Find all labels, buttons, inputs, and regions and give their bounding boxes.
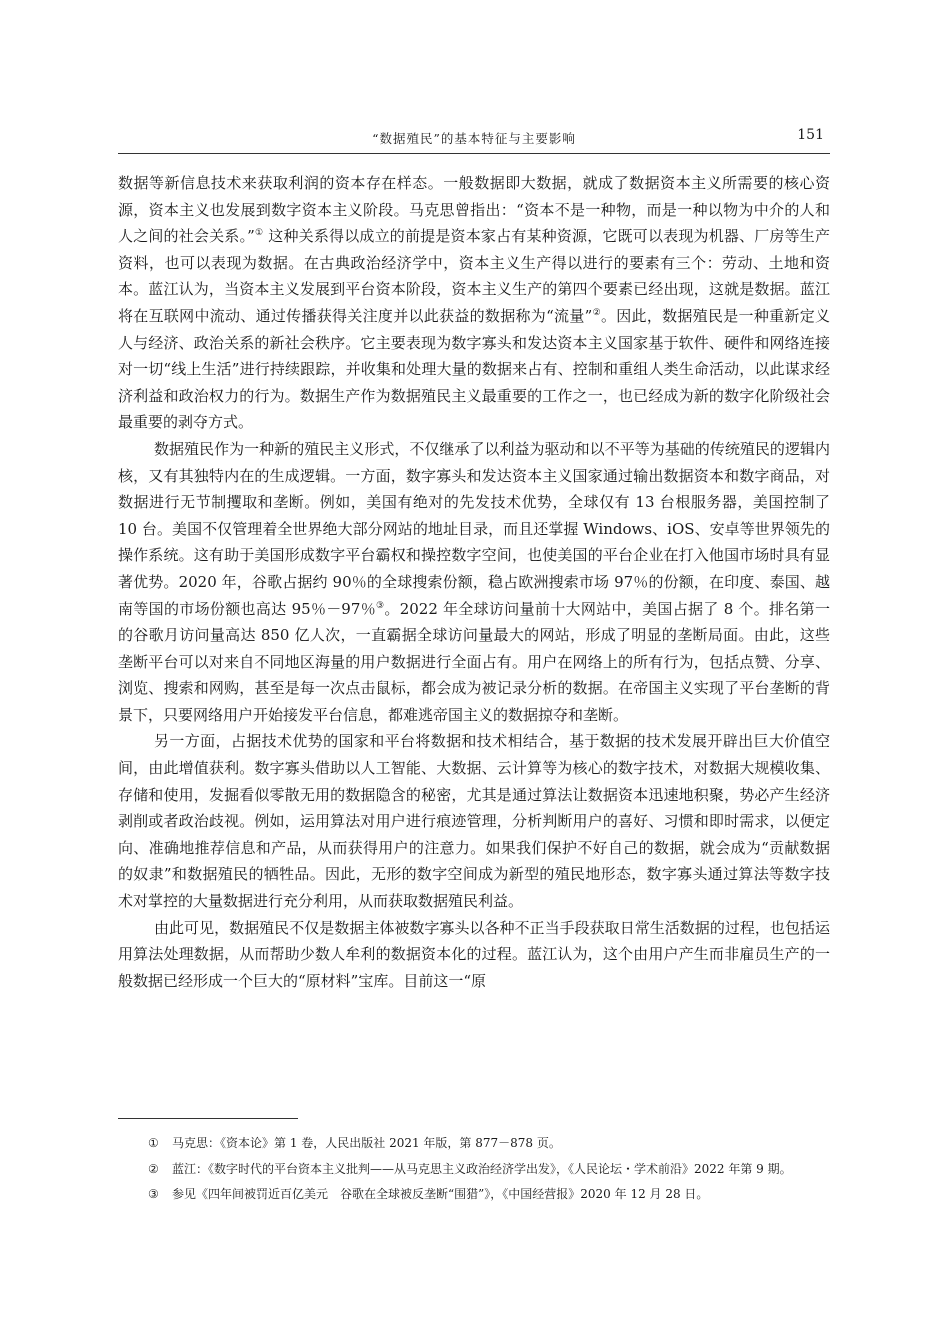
footnote-text: 参见《四年间被罚近百亿美元 谷歌在全球被反垄断“围猎”》，《中国经营报》2020 年 12 月 28 日。	[172, 1187, 709, 1201]
footnote-marker: ①	[148, 1136, 159, 1150]
paragraph-2-text-a: 数据殖民作为一种新的殖民主义形式，不仅继承了以利益为驱动和以不平等为基础的传统殖民的逻辑内核，又有其独特内在的生成逻辑。一方面，数字寡头和发达资本主义国家通过输出数据资本和数字商品，对数据进行无节制攫取和垄断。例如，美国有绝对的先发技术优势，全球仅有 13 台根服务器，美国控制了 10 台。美国不仅管理着全世界绝大部分网站的地址目录，而且还掌握 Windows、iOS、安卓等世界领先的操作系统。这有助于美国形成数字平台霸权和操控数字空间，也使美国的平台企业在打入他国市场时具有显著优势。2020 年，谷歌占据约 90％的全球搜索份额，稳占欧洲搜索市场 97％的份额，在印度、泰国、越南等国的市场份额也高达 95％－97％	[118, 439, 831, 618]
footnote-1	[118, 1133, 830, 1154]
header-divider	[118, 153, 830, 154]
footnote-marker: ③	[148, 1187, 159, 1201]
paragraph-1-text-a: 数据等新信息技术来获取利润的资本存在样态。一般数据即大数据，就成了数据资本主义所需要的核心资源，资本主义也发展到数字资本主义阶段。马克思曾指出：“资本不是一种物，而是一种以物为中介的人和人之间的社会关系。”	[118, 174, 830, 246]
footnote-ref-1: ①	[254, 228, 264, 239]
paragraph-4: 由此可见，数据殖民不仅是数据主体被数字寡头以各种不正当手段获取日常生活数据的过程，也包括运用算法处理数据，从而帮助少数人牟利的数据资本化的过程。蓝江认为，这个由用户产生而非雇员生产的一般数据已经形成一个巨大的“原材料”宝库。目前这一“原	[118, 918, 830, 990]
footnote-ref-2: ②	[592, 307, 601, 318]
running-title: “数据殖民”的基本特征与主要影响	[372, 131, 576, 146]
footnotes	[118, 1133, 830, 1210]
footnote-marker: ②	[148, 1161, 159, 1176]
paragraph-2-text-b: 。2022 年全球访问量前十大网站中，美国占据了 8 个。排名第一的谷歌月访问量高达 850 亿人次，一直霸据全球访问量最大的网站，形成了明显的垄断局面。由此，这些垄断平台可以对来自不同地区海量的用户数据进行全面占有。用户在网络上的所有行为，包括点赞、分享、浏览、搜索和网购，甚至是每一次点击鼠标，都会成为被记录分析的数据。在帝国主义实现了平台垄断的背景下，只要网络用户开始接发平台信息，都难逃帝国主义的数据掠夺和垄断。	[118, 599, 830, 724]
running-header	[118, 127, 830, 149]
paragraph-3: 另一方面，占据技术优势的国家和平台将数据和技术相结合，基于数据的技术发展开辟出巨大价值空间，由此增值获利。数字寡头借助以人工智能、大数据、云计算等为核心的数字技术，对数据大规模收集、存储和使用，发掘看似零散无用的数据隐含的秘密，尤其是通过算法让数据资本迅速地积聚，势必产生经济剥削或者政治歧视。例如，运用算法对用户进行痕迹管理，分析判断用户的喜好、习惯和即时需求，以便定向、准确地推荐信息和产品，从而获得用户的注意力。如果我们保护不好自己的数据，就会成为“贡献数据的奴隶”和数据殖民的牺牲品。因此，无形的数字空间成为新型的殖民地形态，数字寡头通过算法等数字技术对掌控的大量数据进行充分利用，从而获取数据殖民利益。	[118, 732, 830, 911]
paragraph-1	[118, 170, 830, 436]
paragraph-1-text-c: 。因此，数据殖民是一种重新定义人与经济、政治关系的新社会秩序。它主要表现为数字寡头和发达资本主义国家基于软件、硬件和网络连接对一切“线上生活”进行持续跟踪，并收集和处理大量的数据来占有、控制和重组人类生命活动，以此谋求经济利益和政治权力的行为。数据生产作为数据殖民主义最重要的工作之一，也已经成为新的数字化阶级社会最重要的剥夺方式。	[118, 306, 830, 432]
main-body-text	[118, 170, 830, 994]
page-number: 151	[797, 127, 824, 143]
footnote-ref-3: ③	[376, 600, 385, 611]
footnote-2	[118, 1159, 830, 1180]
paragraph-2	[118, 436, 830, 729]
footnote-text: 马克思：《资本论》第 1 卷，人民出版社 2021 年版，第 877－878 页。	[172, 1136, 561, 1150]
footnote-divider	[118, 1118, 298, 1119]
footnote-3	[118, 1184, 830, 1205]
paragraph-1-text-b: 这种关系得以成立的前提是资本家占有某种资源，它既可以表现为机器、厂房等生产资料，也可以表现为数据。在古典政治经济学中，资本主义生产得以进行的要素有三个：劳动、土地和资本。蓝江认为，当资本主义发展到平台资本阶段，资本主义生产的第四个要素已经出现，这就是数据。蓝江将在互联网中流动、通过传播获得关注度并以此获益的数据称为“流量”	[118, 227, 830, 325]
footnote-text: 蓝江：《数字时代的平台资本主义批判——从马克思主义政治经济学出发》，《人民论坛・学术前沿》2022 年第 9 期。	[172, 1161, 792, 1176]
